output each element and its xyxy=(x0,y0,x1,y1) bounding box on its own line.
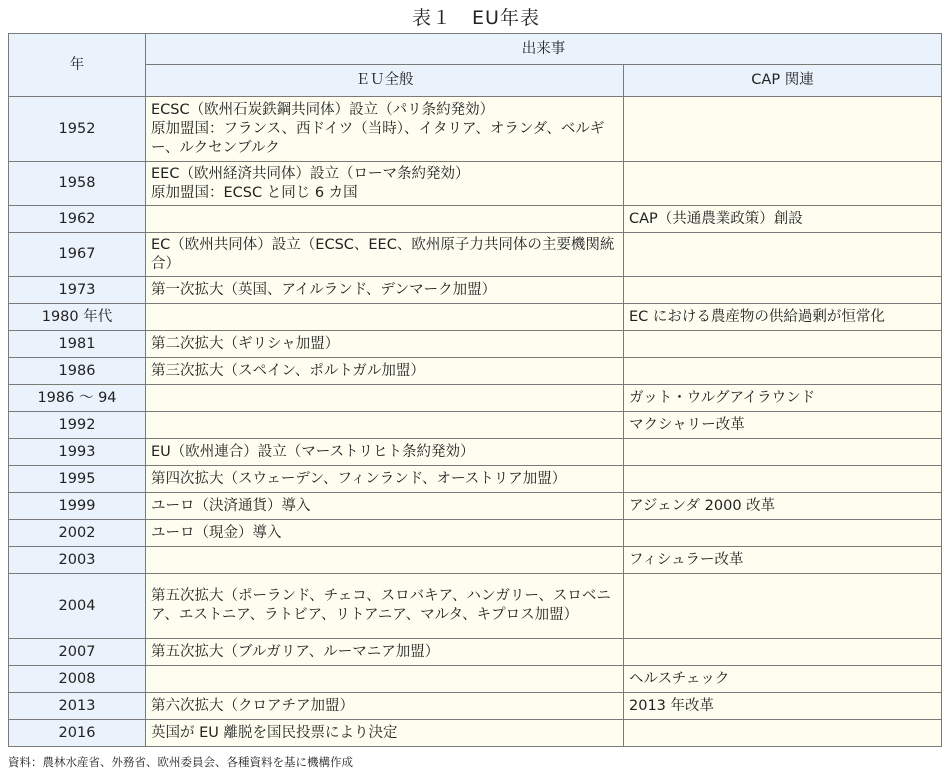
eu-event-cell: 第三次拡大（スペイン、ポルトガル加盟） xyxy=(146,358,624,385)
cap-event-cell xyxy=(624,358,942,385)
cap-event-cell: ヘルスチェック xyxy=(624,666,942,693)
year-cell: 2002 xyxy=(9,520,146,547)
table-row xyxy=(9,666,942,693)
source-note: 資料：農林水産省、外務省、欧州委員会、各種資料を基に機構作成 xyxy=(8,755,353,769)
cap-event-cell: 2013 年改革 xyxy=(624,693,942,720)
cap-event-cell: フィシュラー改革 xyxy=(624,547,942,574)
cap-event-cell xyxy=(624,233,942,277)
cap-event-cell: CAP（共通農業政策）創設 xyxy=(624,206,942,233)
eu-general-header: ＥＵ全般 xyxy=(146,65,624,97)
table-row xyxy=(9,466,942,493)
year-cell: 1958 xyxy=(9,162,146,206)
eu-event-cell: ユーロ（決済通貨）導入 xyxy=(146,493,624,520)
year-cell: 2016 xyxy=(9,720,146,747)
eu-event-cell xyxy=(146,206,624,233)
table-row xyxy=(9,233,942,277)
table-row xyxy=(9,639,942,666)
eu-event-cell: 第四次拡大（スウェーデン、フィンランド、オーストリア加盟） xyxy=(146,466,624,493)
table-row xyxy=(9,162,942,206)
cap-event-cell xyxy=(624,466,942,493)
cap-event-cell xyxy=(624,439,942,466)
cap-event-cell: マクシャリー改革 xyxy=(624,412,942,439)
cap-event-cell: アジェンダ 2000 改革 xyxy=(624,493,942,520)
year-cell: 2007 xyxy=(9,639,146,666)
eu-event-cell: 第五次拡大（ポーランド、チェコ、スロバキア、ハンガリー、スロベニア、エストニア、ラトビア、リトアニア、マルタ、キプロス加盟） xyxy=(146,574,624,639)
table-row xyxy=(9,277,942,304)
eu-event-cell xyxy=(146,666,624,693)
year-cell: 1999 xyxy=(9,493,146,520)
eu-event-cell: ECSC（欧州石炭鉄鋼共同体）設立（パリ条約発効） 原加盟国：フランス、西ドイツ（当時）、イタリア、オランダ、ベルギー、ルクセンブルク xyxy=(146,97,624,162)
cap-event-cell: EC における農産物の供給過剰が恒常化 xyxy=(624,304,942,331)
cap-related-header: CAP 関連 xyxy=(624,65,942,97)
cap-event-cell xyxy=(624,277,942,304)
table-row xyxy=(9,331,942,358)
eu-event-cell xyxy=(146,304,624,331)
eu-event-cell: EC（欧州共同体）設立（ECSC、EEC、欧州原子力共同体の主要機関統合） xyxy=(146,233,624,277)
cap-event-cell xyxy=(624,162,942,206)
year-cell: 1986 ～ 94 xyxy=(9,385,146,412)
cap-event-cell xyxy=(624,520,942,547)
year-cell: 1980 年代 xyxy=(9,304,146,331)
eu-timeline-table xyxy=(8,33,942,747)
year-cell: 1962 xyxy=(9,206,146,233)
table-row xyxy=(9,720,942,747)
table-row xyxy=(9,547,942,574)
cap-event-cell xyxy=(624,97,942,162)
eu-event-cell: 英国が EU 離脱を国民投票により決定 xyxy=(146,720,624,747)
eu-event-cell xyxy=(146,412,624,439)
table-row xyxy=(9,574,942,639)
table-row xyxy=(9,520,942,547)
year-cell: 2013 xyxy=(9,693,146,720)
table-row xyxy=(9,412,942,439)
cap-event-cell xyxy=(624,639,942,666)
year-cell: 1981 xyxy=(9,331,146,358)
table-row xyxy=(9,206,942,233)
cap-event-cell xyxy=(624,574,942,639)
eu-event-cell: ユーロ（現金）導入 xyxy=(146,520,624,547)
eu-event-cell: 第一次拡大（英国、アイルランド、デンマーク加盟） xyxy=(146,277,624,304)
table-row xyxy=(9,439,942,466)
year-cell: 2008 xyxy=(9,666,146,693)
eu-event-cell xyxy=(146,385,624,412)
year-cell: 1986 xyxy=(9,358,146,385)
table-row xyxy=(9,493,942,520)
eu-event-cell: 第五次拡大（ブルガリア、ルーマニア加盟） xyxy=(146,639,624,666)
eu-event-cell: 第六次拡大（クロアチア加盟） xyxy=(146,693,624,720)
eu-event-cell: 第二次拡大（ギリシャ加盟） xyxy=(146,331,624,358)
cap-event-cell xyxy=(624,720,942,747)
year-cell: 1995 xyxy=(9,466,146,493)
table-row xyxy=(9,358,942,385)
eu-event-cell: EU（欧州連合）設立（マーストリヒト条約発効） xyxy=(146,439,624,466)
year-cell: 1967 xyxy=(9,233,146,277)
cap-event-cell: ガット・ウルグアイラウンド xyxy=(624,385,942,412)
year-cell: 1973 xyxy=(9,277,146,304)
year-cell: 2003 xyxy=(9,547,146,574)
table-title: 表１ EU年表 xyxy=(412,7,540,29)
events-header: 出来事 xyxy=(146,34,942,65)
table-row xyxy=(9,304,942,331)
year-cell: 1952 xyxy=(9,97,146,162)
eu-event-cell xyxy=(146,547,624,574)
eu-event-cell: EEC（欧州経済共同体）設立（ローマ条約発効） 原加盟国：ECSC と同じ 6 カ国 xyxy=(146,162,624,206)
cap-event-cell xyxy=(624,331,942,358)
year-cell: 1993 xyxy=(9,439,146,466)
year-cell: 2004 xyxy=(9,574,146,639)
year-cell: 1992 xyxy=(9,412,146,439)
table-row xyxy=(9,385,942,412)
year-header: 年 xyxy=(9,34,146,97)
table-row xyxy=(9,97,942,162)
table-row xyxy=(9,693,942,720)
